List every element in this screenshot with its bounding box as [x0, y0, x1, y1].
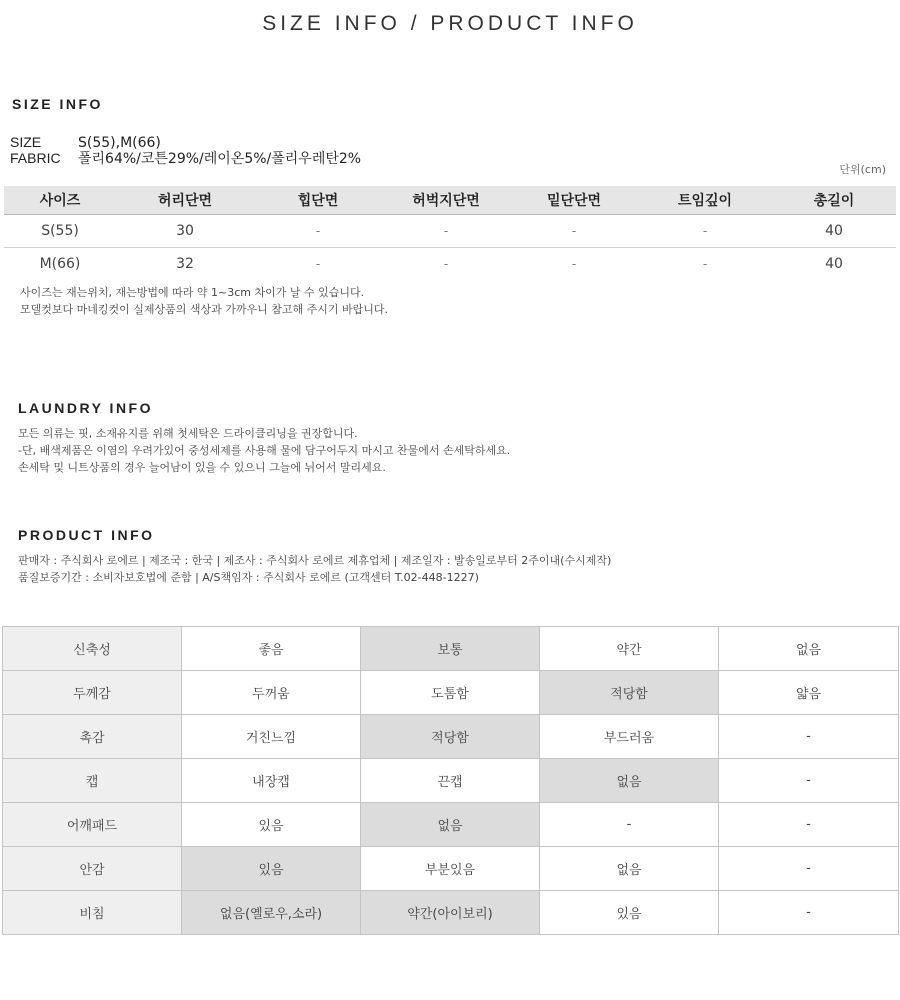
property-option: 있음 — [540, 891, 719, 935]
size-note: 사이즈는 재는위치, 재는방법에 따라 약 1~3cm 차이가 날 수 있습니다. — [20, 286, 365, 299]
product-notes — [18, 552, 611, 586]
header-waist: 허리단면 — [116, 186, 254, 215]
cell-length: 40 — [825, 256, 843, 272]
property-row — [3, 891, 899, 935]
property-row — [3, 759, 899, 803]
property-option: 있음 — [182, 803, 361, 847]
property-option: 부드러움 — [540, 715, 719, 759]
laundry-line: 모든 의류는 핏, 소재유지를 위해 첫세탁은 드라이클리닝을 권장합니다. — [18, 427, 358, 440]
size-key: SIZE — [10, 134, 42, 150]
laundry-info-heading: LAUNDRY INFO — [18, 400, 153, 416]
property-row — [3, 847, 899, 891]
property-option: 없음 — [361, 803, 540, 847]
property-table — [2, 626, 899, 935]
property-label: 어깨패드 — [3, 803, 182, 847]
cell-thigh: - — [443, 257, 449, 271]
product-line: 판매자 : 주식회사 로에르 | 제조국 : 한국 | 제조사 : 주식회사 로에르 제휴업체 | 제조일자 : 발송일로부터 2주이내(수시제작) — [18, 554, 612, 567]
property-label: 촉감 — [3, 715, 182, 759]
property-option: - — [719, 759, 899, 803]
size-value: S(55),M(66) — [78, 135, 161, 151]
property-option: 없음 — [540, 759, 719, 803]
cell-hem: - — [510, 215, 638, 248]
property-option: - — [540, 803, 719, 847]
property-option: 끈캡 — [361, 759, 540, 803]
laundry-line: -단, 배색제품은 이염의 우려가있어 중성세제를 사용해 물에 담구어두지 마시고 찬물에서 손세탁하세요. — [18, 444, 511, 457]
property-option: 없음 — [719, 627, 899, 671]
cell-length: 40 — [772, 215, 896, 248]
page-title: SIZE INFO / PRODUCT INFO — [262, 12, 638, 35]
cell-size: S(55) — [4, 215, 116, 248]
header-length: 총길이 — [772, 186, 896, 215]
property-option: 도톰함 — [361, 671, 540, 715]
unit-label: 단위(cm) — [839, 163, 886, 176]
property-option: 두꺼움 — [182, 671, 361, 715]
property-row — [3, 715, 899, 759]
property-option: 적당함 — [361, 715, 540, 759]
property-option: 없음 — [540, 847, 719, 891]
property-option: - — [719, 847, 899, 891]
property-label: 신축성 — [3, 627, 182, 671]
property-label: 비침 — [3, 891, 182, 935]
property-label: 캡 — [3, 759, 182, 803]
property-row — [3, 627, 899, 671]
property-option: 부분있음 — [361, 847, 540, 891]
property-option: - — [719, 715, 899, 759]
fabric-value: 폴리64%/코튼29%/레이온5%/폴리우레탄2% — [78, 151, 362, 167]
fabric-spec — [10, 150, 361, 167]
cell-slit: - — [638, 215, 772, 248]
property-label: 안감 — [3, 847, 182, 891]
header-hip: 힙단면 — [254, 186, 382, 215]
table-row — [4, 215, 896, 248]
header-size: 사이즈 — [4, 186, 116, 215]
product-info-heading: PRODUCT INFO — [18, 527, 155, 543]
cell-waist: 30 — [116, 215, 254, 248]
header-hem: 밑단단면 — [510, 186, 638, 215]
property-option: 얇음 — [719, 671, 899, 715]
property-option: - — [719, 891, 899, 935]
cell-hip: - — [254, 215, 382, 248]
property-option: 약간(아이보리) — [361, 891, 540, 935]
property-option: 적당함 — [540, 671, 719, 715]
table-row — [4, 248, 896, 281]
property-label: 두께감 — [3, 671, 182, 715]
cell-hem: - — [571, 257, 577, 271]
fabric-key: FABRIC — [10, 150, 61, 166]
size-table-header — [4, 186, 896, 215]
product-line: 품질보증기간 : 소비자보호법에 준함 | A/S책임자 : 주식회사 로에르 (고객센터 T.02-448-1227) — [18, 571, 479, 584]
cell-slit: - — [702, 257, 708, 271]
header-slit: 트임깊이 — [638, 186, 772, 215]
property-option: 없음(옐로우,소라) — [182, 891, 361, 935]
cell-waist: 32 — [176, 256, 194, 272]
size-spec — [10, 134, 161, 151]
property-option: 거친느낌 — [182, 715, 361, 759]
size-notes — [20, 284, 388, 318]
size-info-heading: SIZE INFO — [12, 96, 103, 112]
property-option: 약간 — [540, 627, 719, 671]
size-table — [4, 186, 896, 280]
cell-size: M(66) — [39, 256, 81, 272]
laundry-line: 손세탁 및 니트상품의 경우 늘어남이 있을 수 있으니 그늘에 뉘어서 말리세요. — [18, 461, 386, 474]
laundry-notes — [18, 425, 510, 476]
property-option: 좋음 — [182, 627, 361, 671]
property-row — [3, 803, 899, 847]
header-thigh: 허벅지단면 — [382, 186, 510, 215]
property-option: 내장캡 — [182, 759, 361, 803]
property-option: - — [719, 803, 899, 847]
property-row — [3, 671, 899, 715]
cell-thigh: - — [382, 215, 510, 248]
property-option: 보통 — [361, 627, 540, 671]
cell-hip: - — [315, 257, 321, 271]
size-note: 모델컷보다 마네킹컷이 실제상품의 색상과 가까우니 참고해 주시기 바랍니다. — [20, 303, 389, 316]
property-option: 있음 — [182, 847, 361, 891]
